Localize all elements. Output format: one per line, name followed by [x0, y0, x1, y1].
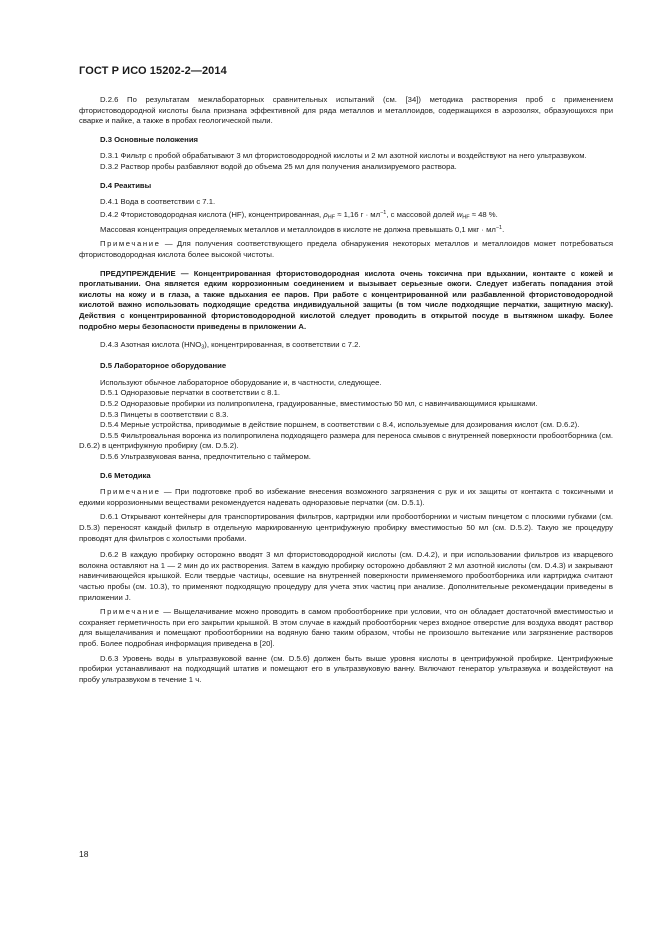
paragraph-d-6-1: D.6.1 Открывают контейнеры для транспортирования фильтров, картриджи или пробоотборники и чистым пинцетом с плоскими губками (см. D.5.3) переносят каждый фильтр в отдельную маркированную центрифужную пробирку вместимостью 50 мл (см. D.5.2). Такую же процедуру проводят для фильтров с холостыми пробами.: [79, 512, 613, 543]
paragraph-d5-intro: Используют обычное лабораторное оборудование и, в частности, следующее.: [100, 377, 382, 387]
page-number: 18: [79, 849, 89, 859]
warning-block: ПРЕДУПРЕЖДЕНИЕ — Концентрированная фтористоводородная кислота очень токсична при вдыхании, контакте с кожей и проглатывании. Она является едким коррозионным соединением и вызывает серьезные ожоги. Следует избегать попадания этой кислоты на кожу и в глаза, а также вдыхания ее паров. При работе с концентрированной или разбавленной фтористоводородной кислотой важно использовать подходящие средства индивидуальной защиты (в том числе подходящие перчатки, защитную маску). Действия с концентрированной фтористоводородной кислотой следует проводить в открытой посуде в вытяжном шкафу. Более подробно меры безопасности приведены в приложении А.: [79, 268, 613, 331]
paragraph-d-4-2: D.4.2 Фтористоводородная кислота (HF), концентрированная, $\rho_{HF} \approx 1,16$ $г \cdot мл^{-1}$, с массовой долей $w_{HF} \approx 48$ %.: [100, 209, 498, 221]
paragraph-d-6-3: D.6.3 Уровень воды в ультразвуковой ванне (см. D.5.6) должен быть выше уровня кислоты в центрифужной пробирке. Центрифужные пробирки устанавливают на подходящий штатив и помещают его в ультразвуковую ванну. Включают генератор ультразвука и воздействуют на пробу ультразвуком в течение 1 ч.: [79, 653, 613, 684]
note-d6-1: Примечание — При подготовке проб во избежание внесения возможного загрязнения с рук и их защиты от контакта с токсичными и едкими коррозионными веществами рекомендуется надевать одноразовые перчатки (см. D.5.1).: [79, 487, 613, 507]
paragraph-d-4-1: D.4.1 Вода в соответствии с 7.1.: [100, 197, 216, 207]
paragraph-d-2-6: D.2.6 По результатам межлабораторных сравнительных испытаний (см. [34]) методика растворения проб с применением фтористоводородной кислоты была признана эффективной для ряда металлов и металлоидов, содержащихся в аэрозолях, образующихся при сварке и пайке, а также в пробах геологической пыли.: [79, 95, 613, 126]
paragraph-d-4-2-continuation: Массовая концентрация определяемых металлов и металлоидов в кислоте не должна превышать 0,1 мкг · $мл^{-1}$.: [100, 224, 505, 234]
document-body: [79, 95, 613, 685]
paragraph-d-4-3: D.4.3 Азотная кислота $(HNO_3)$, концентрированная, в соответствии с 7.2.: [100, 340, 361, 351]
paragraph-d-5-3: D.5.3 Пинцеты в соответствии с 8.3.: [100, 409, 229, 419]
note-d4: Примечание — Для получения соответствующего предела обнаружения некоторых металлов и металлоидов может потребоваться фтористоводородная кислота более высокой чистоты.: [79, 239, 613, 260]
section-heading-d3: D.3 Основные положения: [100, 134, 199, 144]
paragraph-d-3-2: D.3.2 Раствор пробы разбавляют водой до объема 25 мл для получения анализируемого раствора.: [100, 161, 457, 171]
document-header: ГОСТ Р ИСО 15202-2—2014: [79, 65, 227, 77]
note-d6-2: Примечание — Выщелачивание можно проводить в самом пробоотборнике при условии, что он обладает достаточной вместимостью и сохраняет герметичность при его закрытии крышкой. В этом случае в каждый пробоотборник через входное отверстие для воздуха вводят раствор для выщелачивания и помещают пробоотборники на водяную баню таким образом, чтобы не произошло вытекание или загрязнение растворов проб. Более подробная информация приведена в [20].: [79, 607, 613, 648]
paragraph-d-6-2: D.6.2 В каждую пробирку осторожно вводят 3 мл фтористоводородной кислоты (см. D.4.2), и при использовании фильтров из кварцевого волокна оставляют на 1 — 2 мин до их растворения. Затем в каждую пробирку осторожно добавляют 2 мл азотной кислоты (см. D.4.3) и закрывают навинчивающейся крышкой. Если твердые частицы, осевшие на внутренней поверхности применяемого пробоотборника или картриджа считают частью пробы (см. 10.3), то применяют подходящую процедуру для учета этих частиц при анализе. Дополнительные рекомендации приведены в приложении J.: [79, 550, 613, 602]
paragraph-d-5-6: D.5.6 Ультразвуковая ванна, предпочтительно с таймером.: [100, 452, 311, 462]
section-heading-d5: D.5 Лабораторное оборудование: [100, 361, 227, 371]
paragraph-d-5-1: D.5.1 Одноразовые перчатки в соответствии с 8.1.: [100, 388, 280, 398]
paragraph-d-3-1: D.3.1 Фильтр с пробой обрабатывают 3 мл фтористоводородной кислоты и 2 мл азотной кислоты и воздействуют на него ультразвуком.: [100, 151, 587, 161]
paragraph-d-5-5: D.5.5 Фильтровальная воронка из полипропилена подходящего размера для переноса смывов с внутренней поверхности пробоотборника (см. D.6.2) в центрифужную пробирку (см. D.5.2).: [79, 430, 613, 451]
section-heading-d4: D.4 Реактивы: [100, 180, 152, 190]
paragraph-d-5-2: D.5.2 Одноразовые пробирки из полипропилена, градуированные, вместимостью 50 мл, с навинчивающимися крышками.: [100, 399, 538, 409]
section-heading-d6: D.6 Методика: [100, 470, 151, 480]
paragraph-d-5-4: D.5.4 Мерные устройства, приводимые в действие поршнем, в соответствии с 8.4, используемые для дозирования кислот (см. D.6.2).: [100, 420, 580, 430]
